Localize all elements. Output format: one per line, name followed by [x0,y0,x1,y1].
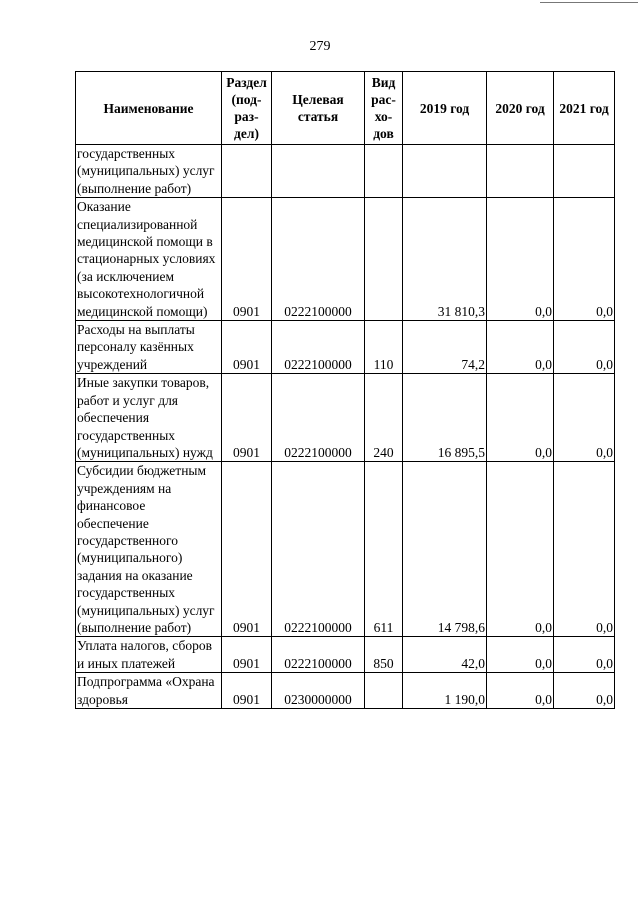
row-2020 [487,145,554,198]
row-2021: 0,0 [554,462,615,637]
table-row [76,321,615,374]
row-2021: 0,0 [554,374,615,462]
row-section: 0901 [222,321,272,374]
header-2020: 2020 год [487,72,554,145]
row-name: Расходы на выплаты персоналу казённых учреждений [76,321,222,374]
row-section [222,145,272,198]
table-row [76,145,615,198]
row-target: 0222100000 [272,637,365,673]
row-2019: 74,2 [403,321,487,374]
row-2021: 0,0 [554,198,615,321]
header-2021: 2021 год [554,72,615,145]
row-target: 0222100000 [272,374,365,462]
row-expense-type: 240 [365,374,403,462]
header-section: Раздел (под-раз-дел) [222,72,272,145]
table-row [76,198,615,321]
row-2020: 0,0 [487,673,554,709]
row-section: 0901 [222,637,272,673]
row-section: 0901 [222,198,272,321]
row-2019: 14 798,6 [403,462,487,637]
row-name: Уплата налогов, сборов и иных платежей [76,637,222,673]
header-2019: 2019 год [403,72,487,145]
row-2020: 0,0 [487,374,554,462]
row-section: 0901 [222,462,272,637]
row-2021 [554,145,615,198]
row-target: 0230000000 [272,673,365,709]
row-2019: 1 190,0 [403,673,487,709]
row-2021: 0,0 [554,637,615,673]
row-2021: 0,0 [554,321,615,374]
row-expense-type [365,673,403,709]
row-name: Подпрограмма «Охрана здоровья [76,673,222,709]
row-expense-type: 611 [365,462,403,637]
row-name: Иные закупки товаров, работ и услуг для обеспечения государственных (муниципальных) нужд [76,374,222,462]
row-2020: 0,0 [487,198,554,321]
row-2019 [403,145,487,198]
page-number: 279 [309,39,331,54]
row-expense-type: 850 [365,637,403,673]
table-row [76,374,615,462]
header-target: Целевая статья [272,72,365,145]
row-2019: 16 895,5 [403,374,487,462]
row-name: государственных (муниципальных) услуг (выполнение работ) [76,145,222,198]
row-expense-type: 110 [365,321,403,374]
table-header-row [76,72,615,145]
table-row [76,673,615,709]
row-section: 0901 [222,673,272,709]
row-2020: 0,0 [487,321,554,374]
row-target: 0222100000 [272,321,365,374]
header-name: Наименование [76,72,222,145]
row-section: 0901 [222,374,272,462]
row-expense-type [365,145,403,198]
row-expense-type [365,198,403,321]
row-target: 0222100000 [272,198,365,321]
row-name: Оказание специализированной медицинской помощи в стационарных условиях (за исключением высокотехнологичной медицинской помощи) [76,198,222,321]
budget-table [75,71,615,709]
table-row [76,637,615,673]
row-target [272,145,365,198]
row-2020: 0,0 [487,637,554,673]
table-row [76,462,615,637]
row-name: Субсидии бюджетным учреждениям на финансовое обеспечение государственного (муниципального) задания на оказание государственных (муниципальных) услуг (выполнение работ) [76,462,222,637]
row-2021: 0,0 [554,673,615,709]
row-2020: 0,0 [487,462,554,637]
row-target: 0222100000 [272,462,365,637]
row-2019: 31 810,3 [403,198,487,321]
page-edge-line [540,2,638,3]
header-expense-type: Вид рас-хо-дов [365,72,403,145]
row-2019: 42,0 [403,637,487,673]
